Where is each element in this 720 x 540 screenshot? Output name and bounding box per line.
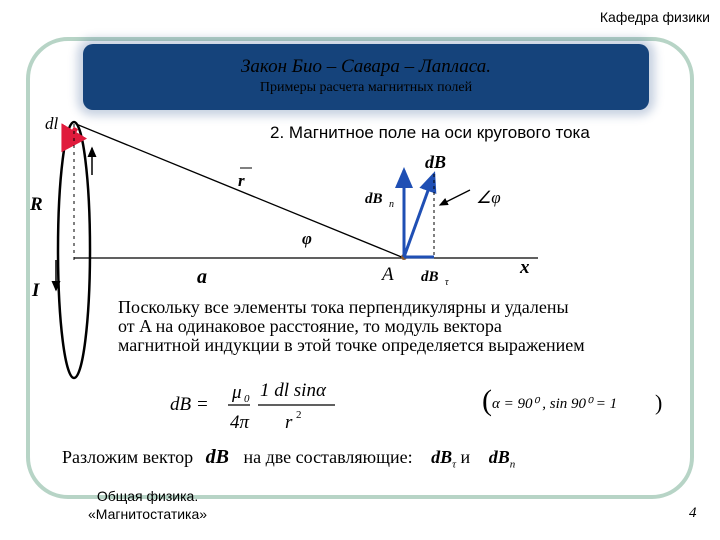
formula-r-sup: 2 xyxy=(296,409,302,421)
dBtau-label: dB xyxy=(421,269,439,285)
paragraph-line: от A на одинаковое расстояние, то модуль вектора xyxy=(118,316,502,336)
dB-vector xyxy=(404,174,434,257)
dBtau-subscript: τ xyxy=(445,277,449,288)
formula-mu: μ xyxy=(232,382,242,403)
phi-label: φ xyxy=(302,229,312,248)
decompose-and: и xyxy=(460,447,471,467)
course-section: «Магнитостатика» xyxy=(88,506,208,522)
dBn-subscript: n xyxy=(389,199,394,210)
x-label: x xyxy=(520,257,530,278)
r-line xyxy=(76,124,404,258)
component-n: dB xyxy=(488,447,510,467)
formula-condition: α = 90⁰ , sin 90⁰ = 1 xyxy=(492,396,618,412)
formula-lhs: dB = xyxy=(170,394,209,415)
formula-r: r xyxy=(285,412,293,433)
component-n-sub: n xyxy=(509,458,516,471)
angle-pointer-arrow xyxy=(440,190,470,205)
angle-phi-label: ∠φ xyxy=(476,188,501,207)
page-number: 4 xyxy=(689,505,697,521)
A-label: A xyxy=(382,264,394,285)
decompose-prefix: Разложим вектор xyxy=(62,447,194,467)
a-label: a xyxy=(197,266,207,288)
component-tau-sub: τ xyxy=(452,458,457,471)
formula-paren-right: ) xyxy=(655,390,663,415)
department-label: Кафедра физики xyxy=(599,9,710,25)
paragraph-line: Поскольку все элементы тока перпендикулярны и удалены xyxy=(118,297,569,317)
course-footer xyxy=(88,487,207,523)
paragraph-line: магнитной индукции в этой точке определяется выражением xyxy=(118,335,585,355)
R-label: R xyxy=(30,194,43,215)
r-label: r xyxy=(238,171,245,190)
slide-title: Закон Био – Савара – Лапласа. xyxy=(241,56,491,77)
dBn-label: dB xyxy=(365,191,383,207)
component-tau: dB xyxy=(431,447,453,467)
biot-savart-formula xyxy=(160,372,700,438)
formula-numerator: 1 dl sinα xyxy=(260,380,326,401)
slide-subtitle: Примеры расчета магнитных полей xyxy=(259,80,473,95)
formula-4pi: 4π xyxy=(230,412,250,433)
course-name: Общая физика. xyxy=(96,488,199,504)
explanation-paragraph xyxy=(118,298,690,355)
dl-label: dl xyxy=(45,114,59,133)
formula-mu-sub: 0 xyxy=(244,393,250,405)
formula-paren-left: ( xyxy=(482,384,492,417)
decompose-line xyxy=(62,446,515,471)
dB-label: dB xyxy=(425,152,447,172)
decompose-vector: dB xyxy=(205,446,229,468)
decompose-middle: на две составляющие: xyxy=(243,447,413,467)
section-title: 2. Магнитное поле на оси кругового тока xyxy=(270,123,590,142)
I-label: I xyxy=(32,280,40,301)
